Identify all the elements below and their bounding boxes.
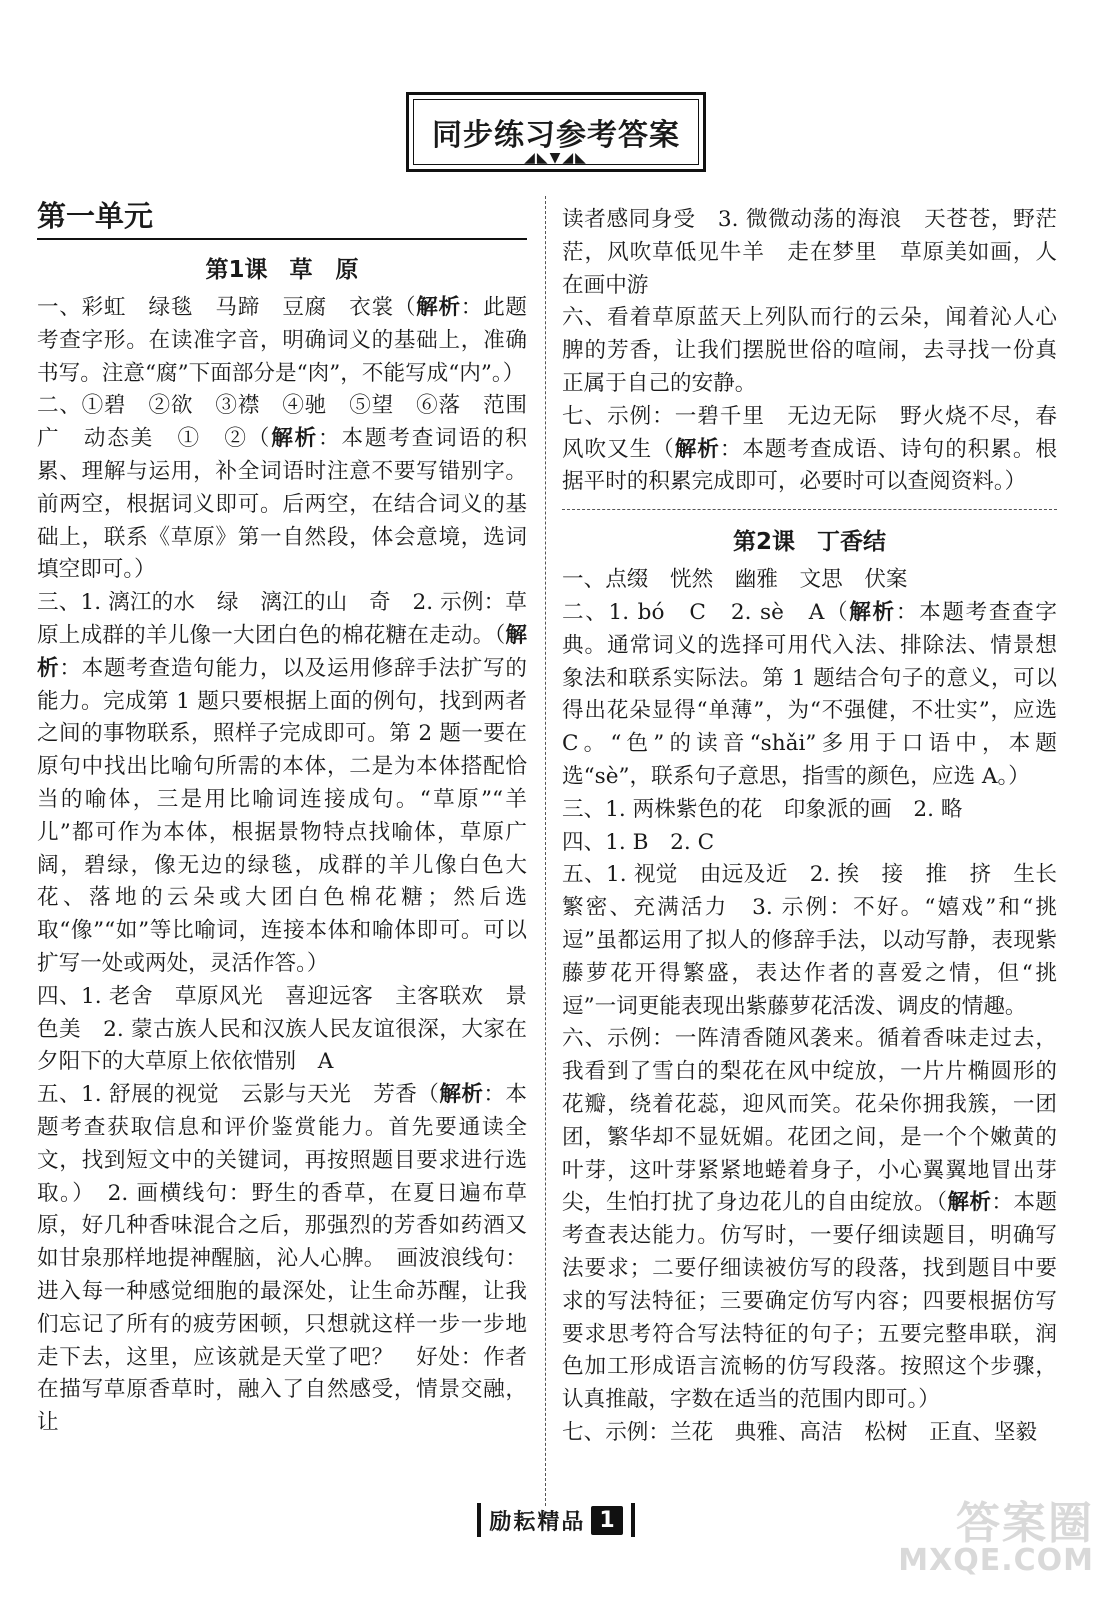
answer-1-5-continued: 读者感同身受 3. 微微动荡的海浪 天苍苍，野茫茫，风吹草低见牛羊 走在梦里 草原美如画，人在画中游 (562, 207, 1057, 298)
watermark (898, 1498, 1094, 1578)
answer-1-3: 三、1. 漓江的水 绿 漓江的山 奇 2. 示例：草原上成群的羊儿像一大团白色的棉花糖在走动。（解析：本题考查造句能力，以及运用修辞手法扩写的能力。完成第 1 题只要根据上面的例句，找到两者之间的事物联系，照样子完成即可。第 2 题一要在原句中找出比喻句所需的本体，二是为本体搭配恰当的喻体，三是用比喻词连接成句。“草原”“羊儿”都可作为本体，根据景物特点找喻体，草原广阔，碧绿，像无边的绿毯，成群的羊儿像白色大花、落地的云朵或大团白色棉花糖；然后选取“像”“如”等比喻词，连接本体和喻体即可。可以扩写一处或两处，灵活作答。） (37, 590, 527, 976)
answer-2-6: 六、示例：一阵清香随风袭来。循着香味走过去，我看到了雪白的梨花在风中绽放，一片片椭圆形的花瓣，绕着花蕊，迎风而笑。花朵你拥我簇，一团团，繁华却不显妩媚。花团之间，是一个个嫩黄的叶芽，这叶芽紧紧地蜷着身子，小心翼翼地冒出芽尖，生怕打扰了身边花儿的自由绽放。（解析：本题考查表达能力。仿写时，一要仔细读题目，明确写法要求；二要仔细读被仿写的段落，找到题目中要求的写法特征；三要确定仿写内容；四要根据仿写要求思考符合写法特征的句子；五要完整串联，润色加工形成语言流畅的仿写段落。按照这个步骤，认真推敲，字数在适当的范围内即可。） (562, 1026, 1057, 1413)
unit-title: 第一单元 (37, 196, 527, 240)
page-title: 同步练习参考答案 (413, 99, 699, 165)
answer-2-5: 五、1. 视觉 由远及近 2. 挨 接 推 挤 生长繁密、充满活力 3. 示例：不好。“嬉戏”和“挑逗”虽都运用了拟人的修辞手法，以动写静，表现紫藤萝花开得繁盛，表达作者的喜爱之情，但“挑逗”一词更能表现出紫藤萝花活泼、调皮的情趣。 (562, 862, 1057, 1019)
answer-2-2: 二、1. bó C 2. sè A（解析：本题考查查字典。通常词义的选择可用代入法、排除法、情景想象法和联系实际法。第 1 题结合句子的意义，可以得出花朵显得“单薄”，为“不强健，不壮实”，应选 C。“色”的读音“shǎi”多用于口语中，本题选“sè”，联系句子意思，指雪的颜色，应选 A。） (562, 599, 1057, 789)
watermark-url: MXQE.COM (898, 1543, 1094, 1578)
lesson-1-title (37, 252, 527, 288)
page-number: 1 (591, 1506, 622, 1535)
lesson-1-number: 第1课 (205, 257, 268, 283)
column-divider (545, 196, 546, 1506)
lesson-2-number: 第2课 (732, 529, 795, 556)
lesson-1-name: 草 原 (289, 257, 359, 283)
lesson-separator (562, 509, 1057, 510)
answer-1-7: 七、示例：一碧千里 无边无际 野火烧不尽，春风吹又生（解析：本题考查成语、诗句的积累。根据平时的积累完成即可，必要时可以查阅资料。） (562, 403, 1057, 495)
answer-2-3: 三、1. 两株紫色的花 印象派的画 2. 略 (562, 796, 963, 822)
lesson-2-name: 丁香结 (817, 529, 886, 556)
answer-1-1: 一、彩虹 绿毯 马蹄 豆腐 衣裳（解析：此题考查字形。在读准字音，明确词义的基础上，准确书写。注意“腐”下面部分是“肉”，不能写成“内”。） (37, 295, 527, 386)
footer-bar-right (631, 1503, 635, 1537)
answer-2-7: 七、示例：兰花 典雅、高洁 松树 正直、坚毅 (562, 1419, 1038, 1445)
lesson-2-title (562, 524, 1057, 560)
brand-name: 励耘精品 (489, 1509, 586, 1535)
footer-bar-left (477, 1503, 481, 1537)
title-ornament: ◢◣▼◢◣ (524, 150, 588, 166)
right-column (562, 204, 1057, 1450)
answer-1-2: 二、①碧 ②欲 ③襟 ④驰 ⑤望 ⑥落 范围广 动态美 ① ②（解析：本题考查词语的积累、理解与运用，补全词语时注意不要写错别字。前两空，根据词义即可。后两空，在结合词义的基础上，联系《草原》第一自然段，体会意境，选词填空即可。） (37, 393, 527, 583)
answer-1-5: 五、1. 舒展的视觉 云影与天光 芳香（解析：本题考查获取信息和评价鉴赏能力。首先要通读全文，找到短文中的关键词，再按照题目要求进行选取。） 2. 画横线句：野生的香草，在夏日遍布草原，好几种香味混合之后，那强烈的芳香如药酒又如甘泉那样地提神醒脑，沁人心脾。 画波浪线句：进入每一种感觉细胞的最深处，让生命苏醒，让我们忘记了所有的疲劳困顿，只想就这样一步一步地走下去，这里，应该就是天堂了吧？ 好处：作者在描写草原香草时，融入了自然感受，情景交融，让 (37, 1082, 527, 1436)
watermark-logo-text: 答案圈 (956, 1498, 1094, 1549)
answer-2-1: 一、点缀 恍然 幽雅 文思 伏案 (562, 567, 908, 593)
answer-1-4: 四、1. 老舍 草原风光 喜迎远客 主客联欢 景色美 2. 蒙古族人民和汉族人民友谊很深，大家在夕阳下的大草原上依依惜别 A (37, 983, 527, 1075)
answer-2-4: 四、1. B 2. C (562, 829, 715, 855)
left-column (37, 196, 527, 1440)
answer-1-6: 六、看着草原蓝天上列队而行的云朵，闻着沁人心脾的芳香，让我们摆脱世俗的喧闹，去寻找一份真正属于自己的安静。 (562, 305, 1057, 396)
